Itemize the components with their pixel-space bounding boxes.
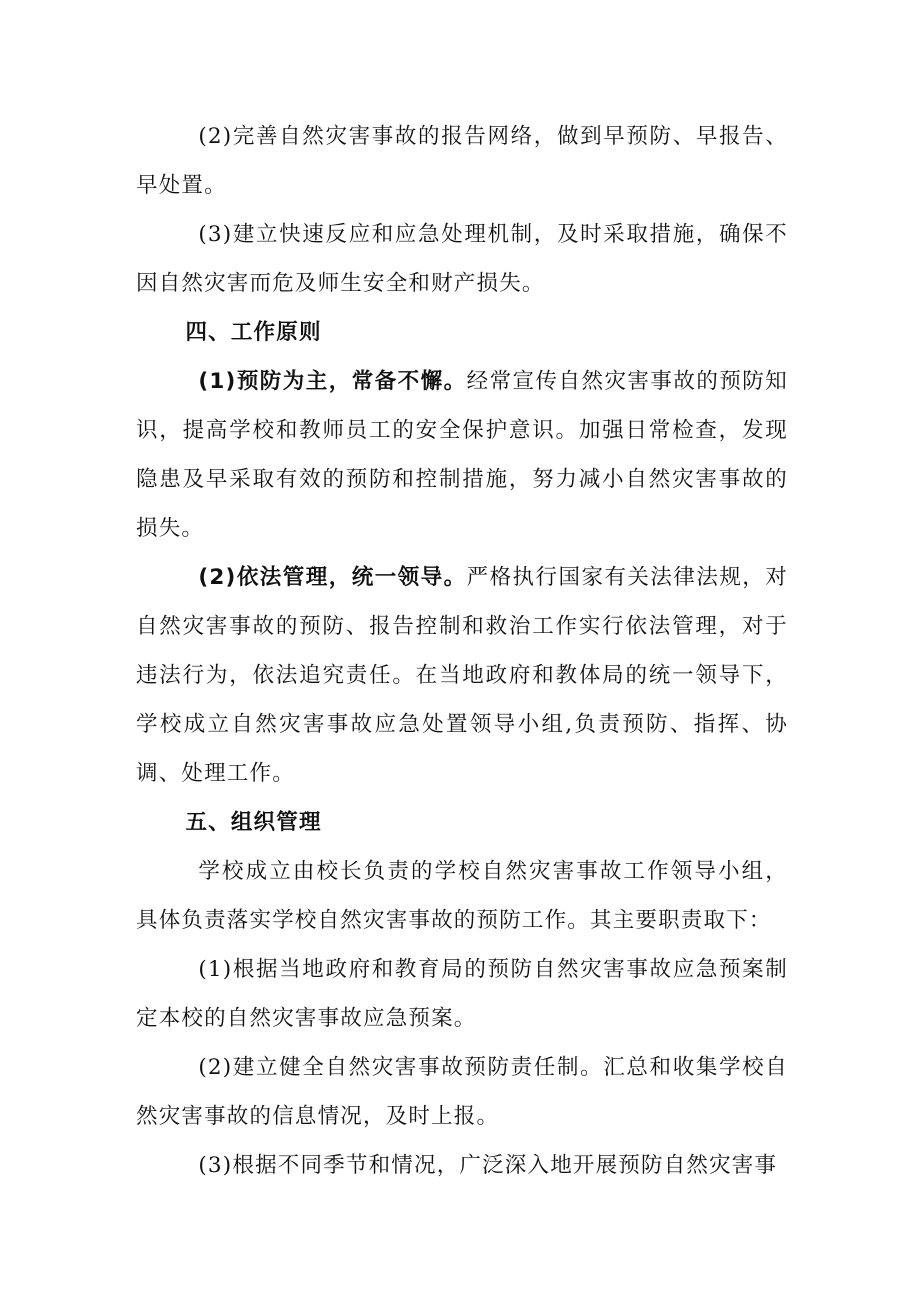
organization-intro: 学校成立由校长负责的学校自然灾害事故工作领导小组，具体负责落实学校自然灾害事故的预防工作。其主要职责取下： <box>136 859 788 933</box>
goal-item-2: (2)完善自然灾害事故的报告网络，做到早预防、早报告、早处置。 <box>136 124 788 198</box>
principle-2 <box>136 553 788 798</box>
goal-item-3: (3)建立快速反应和应急处理机制，及时采取措施，确保不因自然灾害而危及师生安全和财产损失。 <box>136 222 788 296</box>
organization-duty-1: (1)根据当地政府和教育局的预防自然灾害事故应急预案制定本校的自然灾害事故应急预案。 <box>136 957 788 1031</box>
organization-duty-3: (3)根据不同季节和情况，广泛深入地开展预防自然灾害事 <box>198 1153 778 1178</box>
document-page <box>136 112 788 1190</box>
principle-2-title: (2)依法管理，统一领导。 <box>198 565 467 590</box>
principle-1-body: 经常宣传自然灾害事故的预防知识，提高学校和教师员工的安全保护意识。加强日常检查，发现隐患及早采取有效的预防和控制措施，努力减小自然灾害事故的损失。 <box>136 369 788 541</box>
organization-duty-2: (2)建立健全自然灾害事故预防责任制。汇总和收集学校自然灾害事故的信息情况，及时上报。 <box>136 1055 788 1129</box>
principle-1 <box>136 357 788 553</box>
section-heading-work-principles: 四、工作原则 <box>185 320 322 345</box>
principle-1-title: (1)预防为主，常备不懈。 <box>198 369 467 394</box>
section-heading-organization: 五、组织管理 <box>185 810 322 835</box>
principle-2-body: 严格执行国家有关法律法规，对自然灾害事故的预防、报告控制和救治工作实行依法管理，对于违法行为，依法追究责任。在当地政府和教体局的统一领导下，学校成立自然灾害事故应急处置领导小组,负责预防、指挥、协调、处理工作。 <box>136 565 788 786</box>
